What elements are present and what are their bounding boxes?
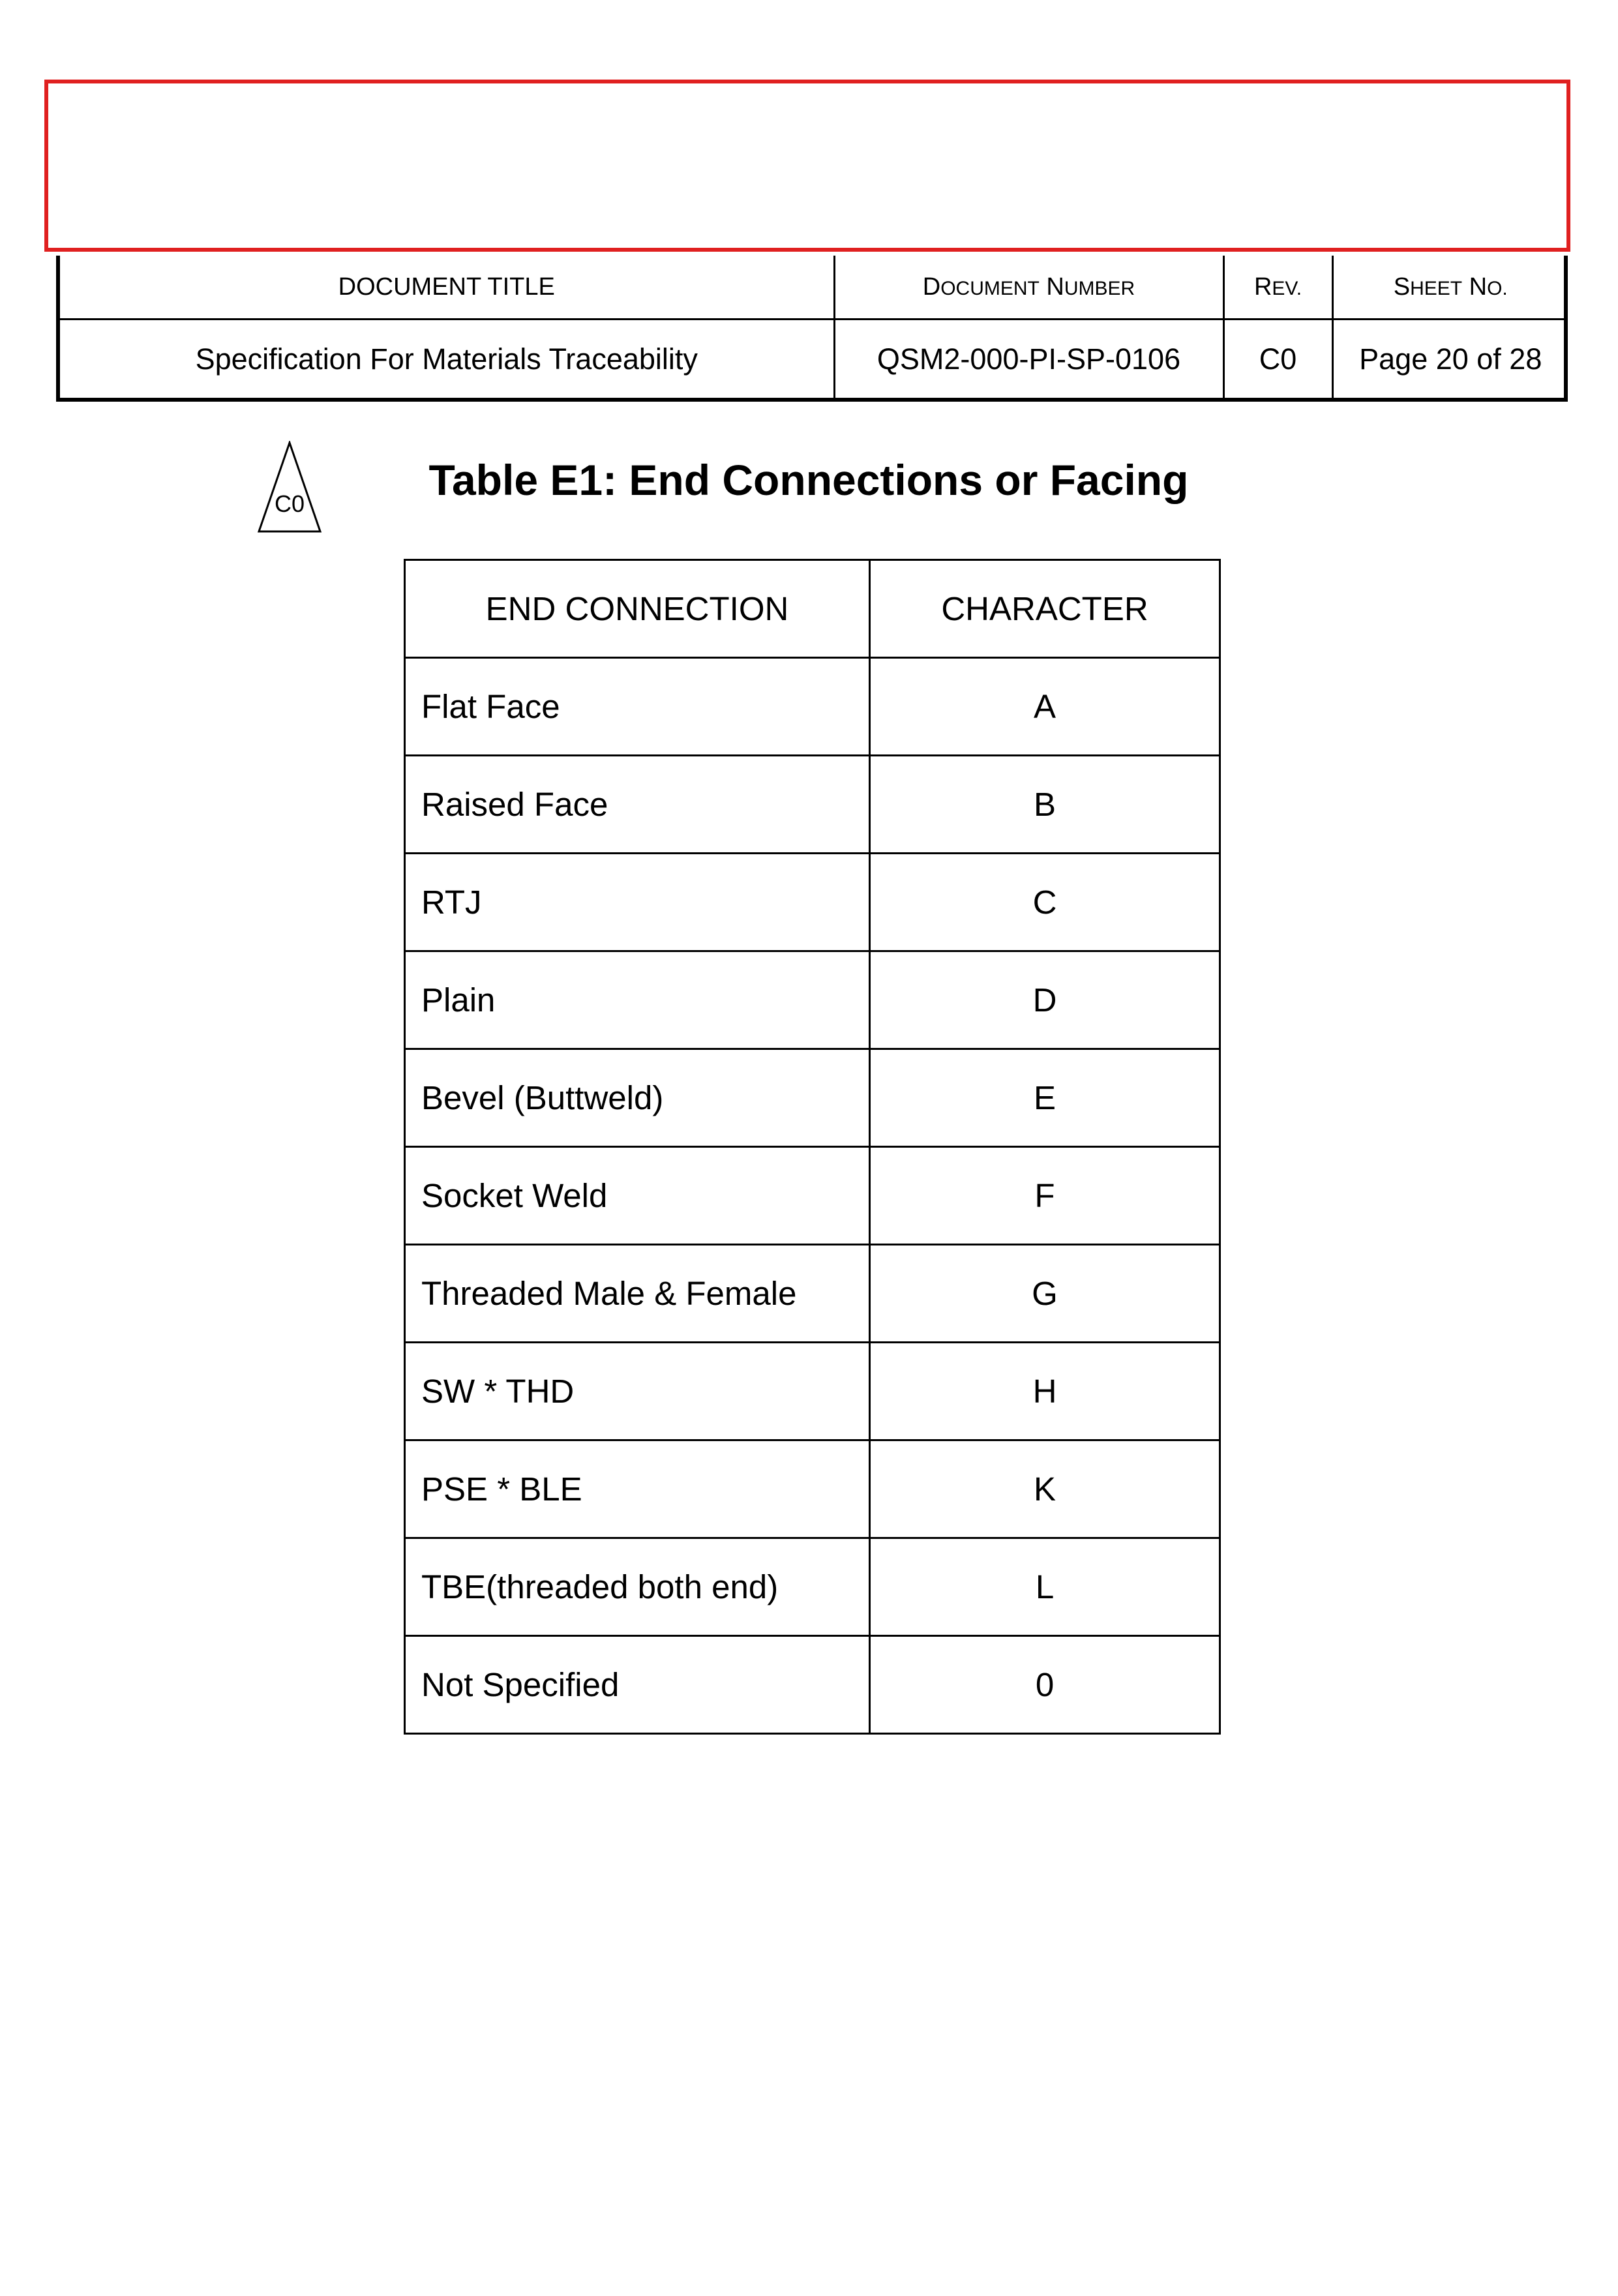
document-number-label: DOCUMENT NUMBER bbox=[834, 256, 1223, 320]
end-connection-cell: Plain bbox=[405, 951, 870, 1049]
column-header: CHARACTER bbox=[870, 560, 1220, 658]
end-connection-cell: Raised Face bbox=[405, 756, 870, 854]
table-row bbox=[405, 756, 1220, 854]
character-cell: B bbox=[870, 756, 1220, 854]
end-connection-cell: Socket Weld bbox=[405, 1147, 870, 1245]
table-row bbox=[405, 951, 1220, 1049]
column-header: END CONNECTION bbox=[405, 560, 870, 658]
character-cell: F bbox=[870, 1147, 1220, 1245]
document-number-value: QSM2-000-PI-SP-0106 bbox=[834, 320, 1223, 398]
sheet-no-label: SHEET NO. bbox=[1332, 256, 1568, 320]
table-row bbox=[405, 1440, 1220, 1538]
document-title-label: DOCUMENT TITLE bbox=[60, 256, 834, 320]
end-connection-cell: Bevel (Buttweld) bbox=[405, 1049, 870, 1147]
end-connection-cell: RTJ bbox=[405, 854, 870, 951]
rev-value: C0 bbox=[1223, 320, 1332, 398]
revision-triangle-icon bbox=[257, 441, 322, 533]
header-table bbox=[60, 256, 1568, 398]
table-header-row bbox=[405, 560, 1220, 658]
table-row bbox=[405, 1245, 1220, 1343]
table-row bbox=[405, 854, 1220, 951]
end-connection-cell: TBE(threaded both end) bbox=[405, 1538, 870, 1636]
document-title-value: Specification For Materials Traceability bbox=[60, 320, 834, 398]
character-cell: A bbox=[870, 658, 1220, 756]
character-cell: 0 bbox=[870, 1636, 1220, 1734]
table-row bbox=[405, 1049, 1220, 1147]
end-connection-cell: PSE * BLE bbox=[405, 1440, 870, 1538]
character-cell: K bbox=[870, 1440, 1220, 1538]
table-row bbox=[405, 1538, 1220, 1636]
highlight-box bbox=[44, 80, 1570, 252]
document-header-block bbox=[56, 256, 1568, 402]
end-connection-cell: Threaded Male & Female bbox=[405, 1245, 870, 1343]
end-connection-cell: SW * THD bbox=[405, 1343, 870, 1440]
rev-label: REV. bbox=[1223, 256, 1332, 320]
character-cell: C bbox=[870, 854, 1220, 951]
end-connections-table bbox=[404, 559, 1221, 1735]
end-connection-cell: Flat Face bbox=[405, 658, 870, 756]
character-cell: L bbox=[870, 1538, 1220, 1636]
table-row bbox=[405, 658, 1220, 756]
character-cell: E bbox=[870, 1049, 1220, 1147]
table-title: Table E1: End Connections or Facing bbox=[428, 456, 1189, 504]
revision-marker: C0 bbox=[274, 490, 305, 517]
sheet-no-value: Page 20 of 28 bbox=[1332, 320, 1568, 398]
character-cell: G bbox=[870, 1245, 1220, 1343]
table-row bbox=[405, 1147, 1220, 1245]
table-row bbox=[405, 1343, 1220, 1440]
table-row bbox=[405, 1636, 1220, 1734]
character-cell: D bbox=[870, 951, 1220, 1049]
character-cell: H bbox=[870, 1343, 1220, 1440]
end-connection-cell: Not Specified bbox=[405, 1636, 870, 1734]
